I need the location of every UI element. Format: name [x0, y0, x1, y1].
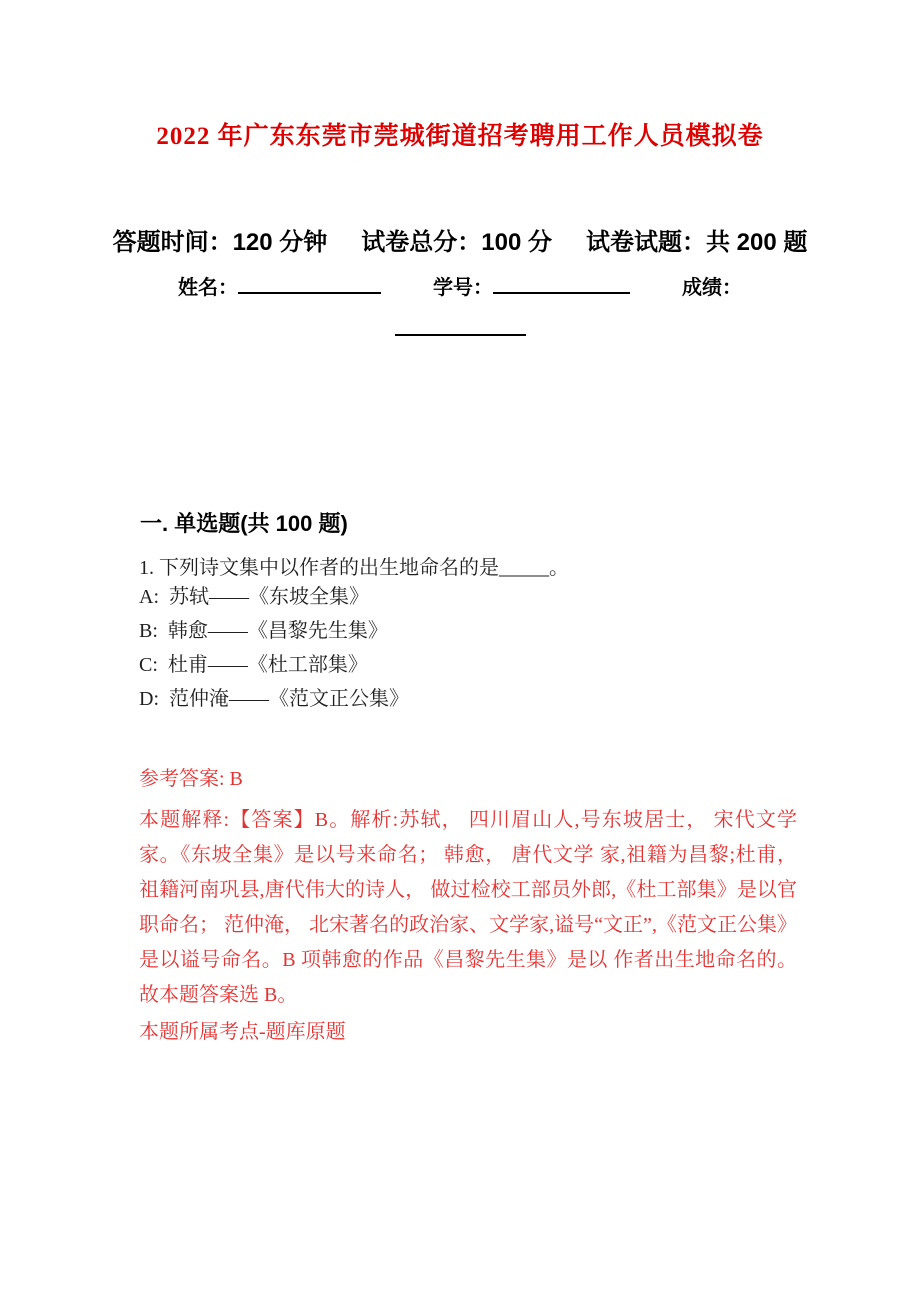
section-heading: 一. 单选题(共 100 题) — [140, 511, 348, 536]
score-field — [682, 271, 742, 300]
exam-total-score: 试卷总分：100 分 — [361, 229, 553, 256]
option-b: B: 韩愈——《昌黎先生集》 — [139, 620, 388, 642]
student-id-blank — [493, 278, 630, 294]
options-list — [139, 586, 799, 722]
student-id-field — [433, 271, 630, 300]
option-d: D: 范仲淹——《范文正公集》 — [139, 688, 409, 710]
score-label: 成绩： — [682, 277, 742, 299]
student-id-label: 学号： — [433, 277, 493, 299]
student-info-row — [0, 271, 920, 300]
score-blank-row — [0, 320, 920, 341]
paper-title: 2022 年广东东莞市莞城街道招考聘用工作人员模拟卷 — [156, 123, 764, 150]
name-label: 姓名： — [178, 277, 238, 299]
name-field — [178, 271, 381, 300]
option-c: C: 杜甫——《杜工部集》 — [139, 654, 368, 676]
exam-meta-row — [0, 222, 920, 257]
exam-question-count: 试卷试题：共 200 题 — [586, 229, 808, 256]
exam-duration: 答题时间：120 分钟 — [112, 229, 328, 256]
score-blank — [395, 320, 526, 336]
answer-explanation: 本题解释:【答案】B。解析:苏轼， 四川眉山人,号东坡居士， 宋代文学家。《东坡全集》是以号来命名； 韩愈， 唐代文学 家,祖籍为昌黎;杜甫， 祖籍河南巩县,唐代伟大的诗人， 做过检校工部员外郎,《杜工部集》是以官职命名； 范仲淹， 北宋著名的政治家、文学家,谥号“文正”,《范文正公集》是以谥号命名。B 项韩愈的作品《昌黎先生集》是以 作者出生地命名的。故本题答案选 B。 — [139, 809, 802, 1006]
option-a: A: 苏轼——《东坡全集》 — [139, 586, 369, 608]
question-text: 1. 下列诗文集中以作者的出生地命名的是_____。 — [139, 557, 569, 579]
reference-answer: 参考答案: B — [139, 768, 243, 790]
name-blank — [238, 278, 381, 294]
topic-note: 本题所属考点-题库原题 — [139, 1021, 346, 1043]
